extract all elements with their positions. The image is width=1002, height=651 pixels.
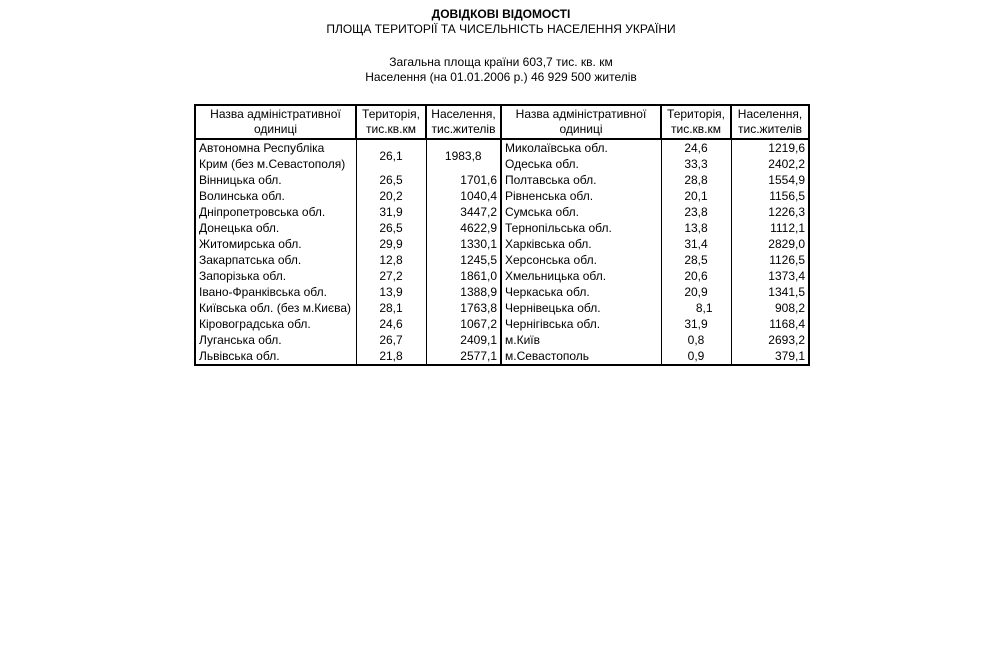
region-name: Полтавська обл. bbox=[501, 172, 661, 188]
population-text: Населення (на 01.01.2006 р.) 46 929 500 жителів bbox=[365, 70, 637, 84]
table-header-row bbox=[195, 105, 809, 139]
region-area: 28,5 bbox=[661, 252, 731, 268]
region-population: 1156,5 bbox=[731, 188, 809, 204]
region-area: 13,9 bbox=[356, 284, 426, 300]
region-name: Миколаївська обл. bbox=[501, 139, 661, 156]
table-row bbox=[195, 348, 809, 365]
region-name: Дніпропетровська обл. bbox=[195, 204, 356, 220]
column-header-name: Назва адміністративної одиниці bbox=[195, 105, 356, 139]
region-name: м.Київ bbox=[501, 332, 661, 348]
region-population: 2409,1 bbox=[426, 332, 501, 348]
region-population: 1168,4 bbox=[731, 316, 809, 332]
region-population: 1373,4 bbox=[731, 268, 809, 284]
table-row bbox=[195, 332, 809, 348]
region-name: Волинська обл. bbox=[195, 188, 356, 204]
region-population: 908,2 bbox=[731, 300, 809, 316]
region-population: 1701,6 bbox=[426, 172, 501, 188]
region-name: Рівненська обл. bbox=[501, 188, 661, 204]
region-population: 1341,5 bbox=[731, 284, 809, 300]
region-area: 26,7 bbox=[356, 332, 426, 348]
table-row bbox=[195, 188, 809, 204]
region-name: Чернівецька обл. bbox=[501, 300, 661, 316]
region-population: 1983,8 bbox=[426, 139, 501, 172]
table-row bbox=[195, 252, 809, 268]
region-population: 1126,5 bbox=[731, 252, 809, 268]
region-area: 20,6 bbox=[661, 268, 731, 284]
region-area: 31,9 bbox=[356, 204, 426, 220]
region-population: 379,1 bbox=[731, 348, 809, 365]
table-row bbox=[195, 316, 809, 332]
table-row bbox=[195, 300, 809, 316]
region-population: 2402,2 bbox=[731, 156, 809, 172]
table-row bbox=[195, 236, 809, 252]
table-row bbox=[195, 139, 809, 156]
region-population: 1763,8 bbox=[426, 300, 501, 316]
region-area: 26,1 bbox=[356, 139, 426, 172]
region-area: 28,8 bbox=[661, 172, 731, 188]
region-population: 2829,0 bbox=[731, 236, 809, 252]
region-area: 21,8 bbox=[356, 348, 426, 365]
region-area: 28,1 bbox=[356, 300, 426, 316]
region-name: Луганська обл. bbox=[195, 332, 356, 348]
region-name: Харківська обл. bbox=[501, 236, 661, 252]
region-name: Донецька обл. bbox=[195, 220, 356, 236]
region-name: Одеська обл. bbox=[501, 156, 661, 172]
column-header-population: Населення, тис.жителів bbox=[426, 105, 501, 139]
region-population: 1388,9 bbox=[426, 284, 501, 300]
region-population: 1245,5 bbox=[426, 252, 501, 268]
region-name: Вінницька обл. bbox=[195, 172, 356, 188]
region-name: Івано-Франківська обл. bbox=[195, 284, 356, 300]
region-population: 1861,0 bbox=[426, 268, 501, 284]
region-area: 29,9 bbox=[356, 236, 426, 252]
region-name: Сумська обл. bbox=[501, 204, 661, 220]
region-name: Житомирська обл. bbox=[195, 236, 356, 252]
region-area: 0,9 bbox=[661, 348, 731, 365]
region-population: 1554,9 bbox=[731, 172, 809, 188]
region-population: 1219,6 bbox=[731, 139, 809, 156]
column-header-name: Назва адміністративної одиниці bbox=[501, 105, 661, 139]
table-row bbox=[195, 204, 809, 220]
region-name: Кіровоградська обл. bbox=[195, 316, 356, 332]
region-area: 12,8 bbox=[356, 252, 426, 268]
region-area: 20,2 bbox=[356, 188, 426, 204]
region-area: 31,9 bbox=[661, 316, 731, 332]
region-area: 27,2 bbox=[356, 268, 426, 284]
table-row bbox=[195, 268, 809, 284]
region-name: Херсонська обл. bbox=[501, 252, 661, 268]
region-population: 3447,2 bbox=[426, 204, 501, 220]
region-name: Закарпатська обл. bbox=[195, 252, 356, 268]
region-area: 33,3 bbox=[661, 156, 731, 172]
region-name: Львівська обл. bbox=[195, 348, 356, 365]
region-name: Автономна Республіка Крим (без м.Севастополя) bbox=[195, 139, 356, 172]
table-row bbox=[195, 220, 809, 236]
region-area: 23,8 bbox=[661, 204, 731, 220]
region-area: 31,4 bbox=[661, 236, 731, 252]
region-area: 8,1 bbox=[661, 300, 731, 316]
column-header-area: Територія, тис.кв.км bbox=[356, 105, 426, 139]
region-area: 26,5 bbox=[356, 172, 426, 188]
region-name: м.Севастополь bbox=[501, 348, 661, 365]
region-name: Черкаська обл. bbox=[501, 284, 661, 300]
region-area: 0,8 bbox=[661, 332, 731, 348]
region-area: 13,8 bbox=[661, 220, 731, 236]
regions-table bbox=[194, 104, 810, 366]
region-population: 1067,2 bbox=[426, 316, 501, 332]
region-area: 20,1 bbox=[661, 188, 731, 204]
document-title: ДОВІДКОВІ ВІДОМОСТІ bbox=[431, 7, 571, 21]
region-population: 2693,2 bbox=[731, 332, 809, 348]
column-header-population: Населення, тис.жителів bbox=[731, 105, 809, 139]
total-area-text: Загальна площа країни 603,7 тис. кв. км bbox=[389, 55, 613, 69]
region-population: 1330,1 bbox=[426, 236, 501, 252]
table-row bbox=[195, 284, 809, 300]
region-area: 24,6 bbox=[356, 316, 426, 332]
region-name: Київська обл. (без м.Києва) bbox=[195, 300, 356, 316]
table-row bbox=[195, 172, 809, 188]
region-population: 4622,9 bbox=[426, 220, 501, 236]
region-area: 24,6 bbox=[661, 139, 731, 156]
region-name: Запорізька обл. bbox=[195, 268, 356, 284]
region-population: 2577,1 bbox=[426, 348, 501, 365]
region-area: 20,9 bbox=[661, 284, 731, 300]
column-header-area: Територія, тис.кв.км bbox=[661, 105, 731, 139]
region-name: Чернігівська обл. bbox=[501, 316, 661, 332]
region-population: 1226,3 bbox=[731, 204, 809, 220]
region-population: 1040,4 bbox=[426, 188, 501, 204]
region-population: 1112,1 bbox=[731, 220, 809, 236]
region-name: Тернопільська обл. bbox=[501, 220, 661, 236]
document-subtitle: ПЛОЩА ТЕРИТОРІЇ ТА ЧИСЕЛЬНІСТЬ НАСЕЛЕННЯ УКРАЇНИ bbox=[326, 22, 676, 36]
region-area: 26,5 bbox=[356, 220, 426, 236]
region-name: Хмельницька обл. bbox=[501, 268, 661, 284]
